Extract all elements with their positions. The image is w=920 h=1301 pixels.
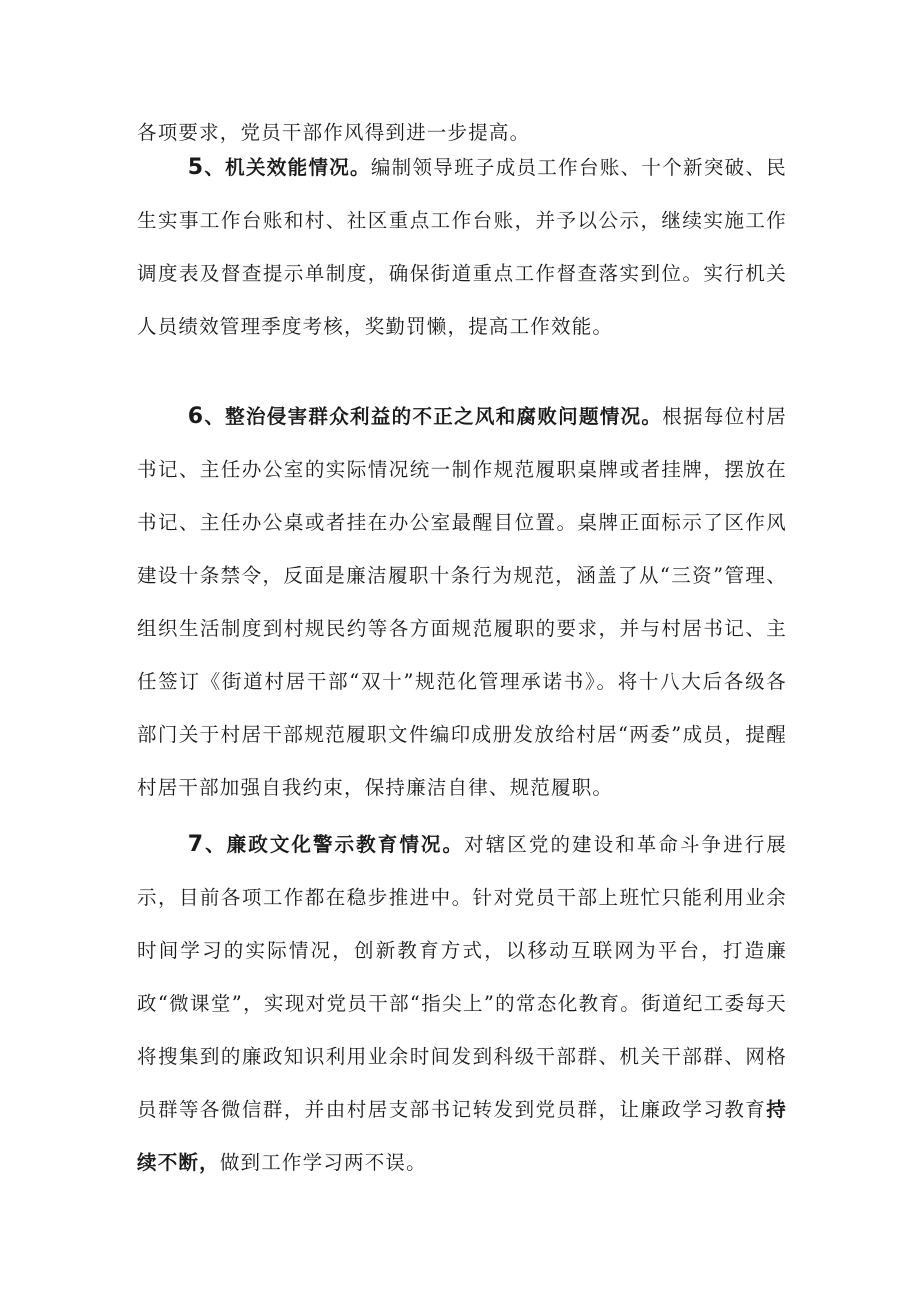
section-7-heading: 、廉政文化警示教育情况。 <box>204 833 465 856</box>
section-6-heading: 、整治侵害群众利益的不正之风和腐败问题情况。 <box>204 405 663 428</box>
section-5-number: 5 <box>187 155 205 180</box>
section-5-paragraph <box>137 141 787 353</box>
section-5-body: 编制领导班子成员工作台账、十个新突破、民生实事工作台账和村、社区重点工作台账，并予以公示，继续实施工作调度表及督查提示单制度，确保街道重点工作督查落实到位。实行机关人员绩效管理季度考核，奖勤罚懒，提高工作效能。 <box>137 156 787 338</box>
section-6-number: 6 <box>187 404 205 429</box>
section-5-heading: 、机关效能情况。 <box>204 156 371 179</box>
section-6-body: 根据每位村居书记、主任办公室的实际情况统一制作规范履职桌牌或者挂牌，摆放在书记、主任办公桌或者挂在办公室最醒目位置。桌牌正面标示了区作风建设十条禁令，反面是廉洁履职十条行为规范，涵盖了从“三资”管理、组织生活制度到村规民约等各方面规范履职的要求，并与村居书记、主任签订《街道村居干部“双十”规范化管理承诺书》。将十八大后各级各部门关于村居干部规范履职文件编印成册发放给村居“两委”成员，提醒村居干部加强自我约束，保持廉洁自律、规范履职。 <box>137 405 788 799</box>
section-6-paragraph <box>137 390 787 814</box>
section-7-body-start: 对辖区党的建设和革命斗争进行展示，目前各项工作都在稳步推进中。针对党员干部上班忙只能利用业余时间学习的实际情况，创新教育方式，以移动互联网为平台，打造廉政“微课堂”，实现对党员干部“指尖上”的常态化教育。街道纪工委每天将搜集到的廉政知识利用业余时间发到科级干部群、机关干部群、网格员群等各微信群，并由村居支部书记转发到党员群，让廉政学习教育 <box>137 833 787 1121</box>
section-7-paragraph <box>137 818 787 1189</box>
section-7-number: 7 <box>187 832 205 857</box>
continuation-paragraph: 各项要求，党员干部作风得到进一步提高。 <box>137 121 531 144</box>
section-7-bold-phrase: 持续不断， <box>137 1098 787 1174</box>
section-7-body-end: 做到工作学习两不误。 <box>219 1151 427 1174</box>
